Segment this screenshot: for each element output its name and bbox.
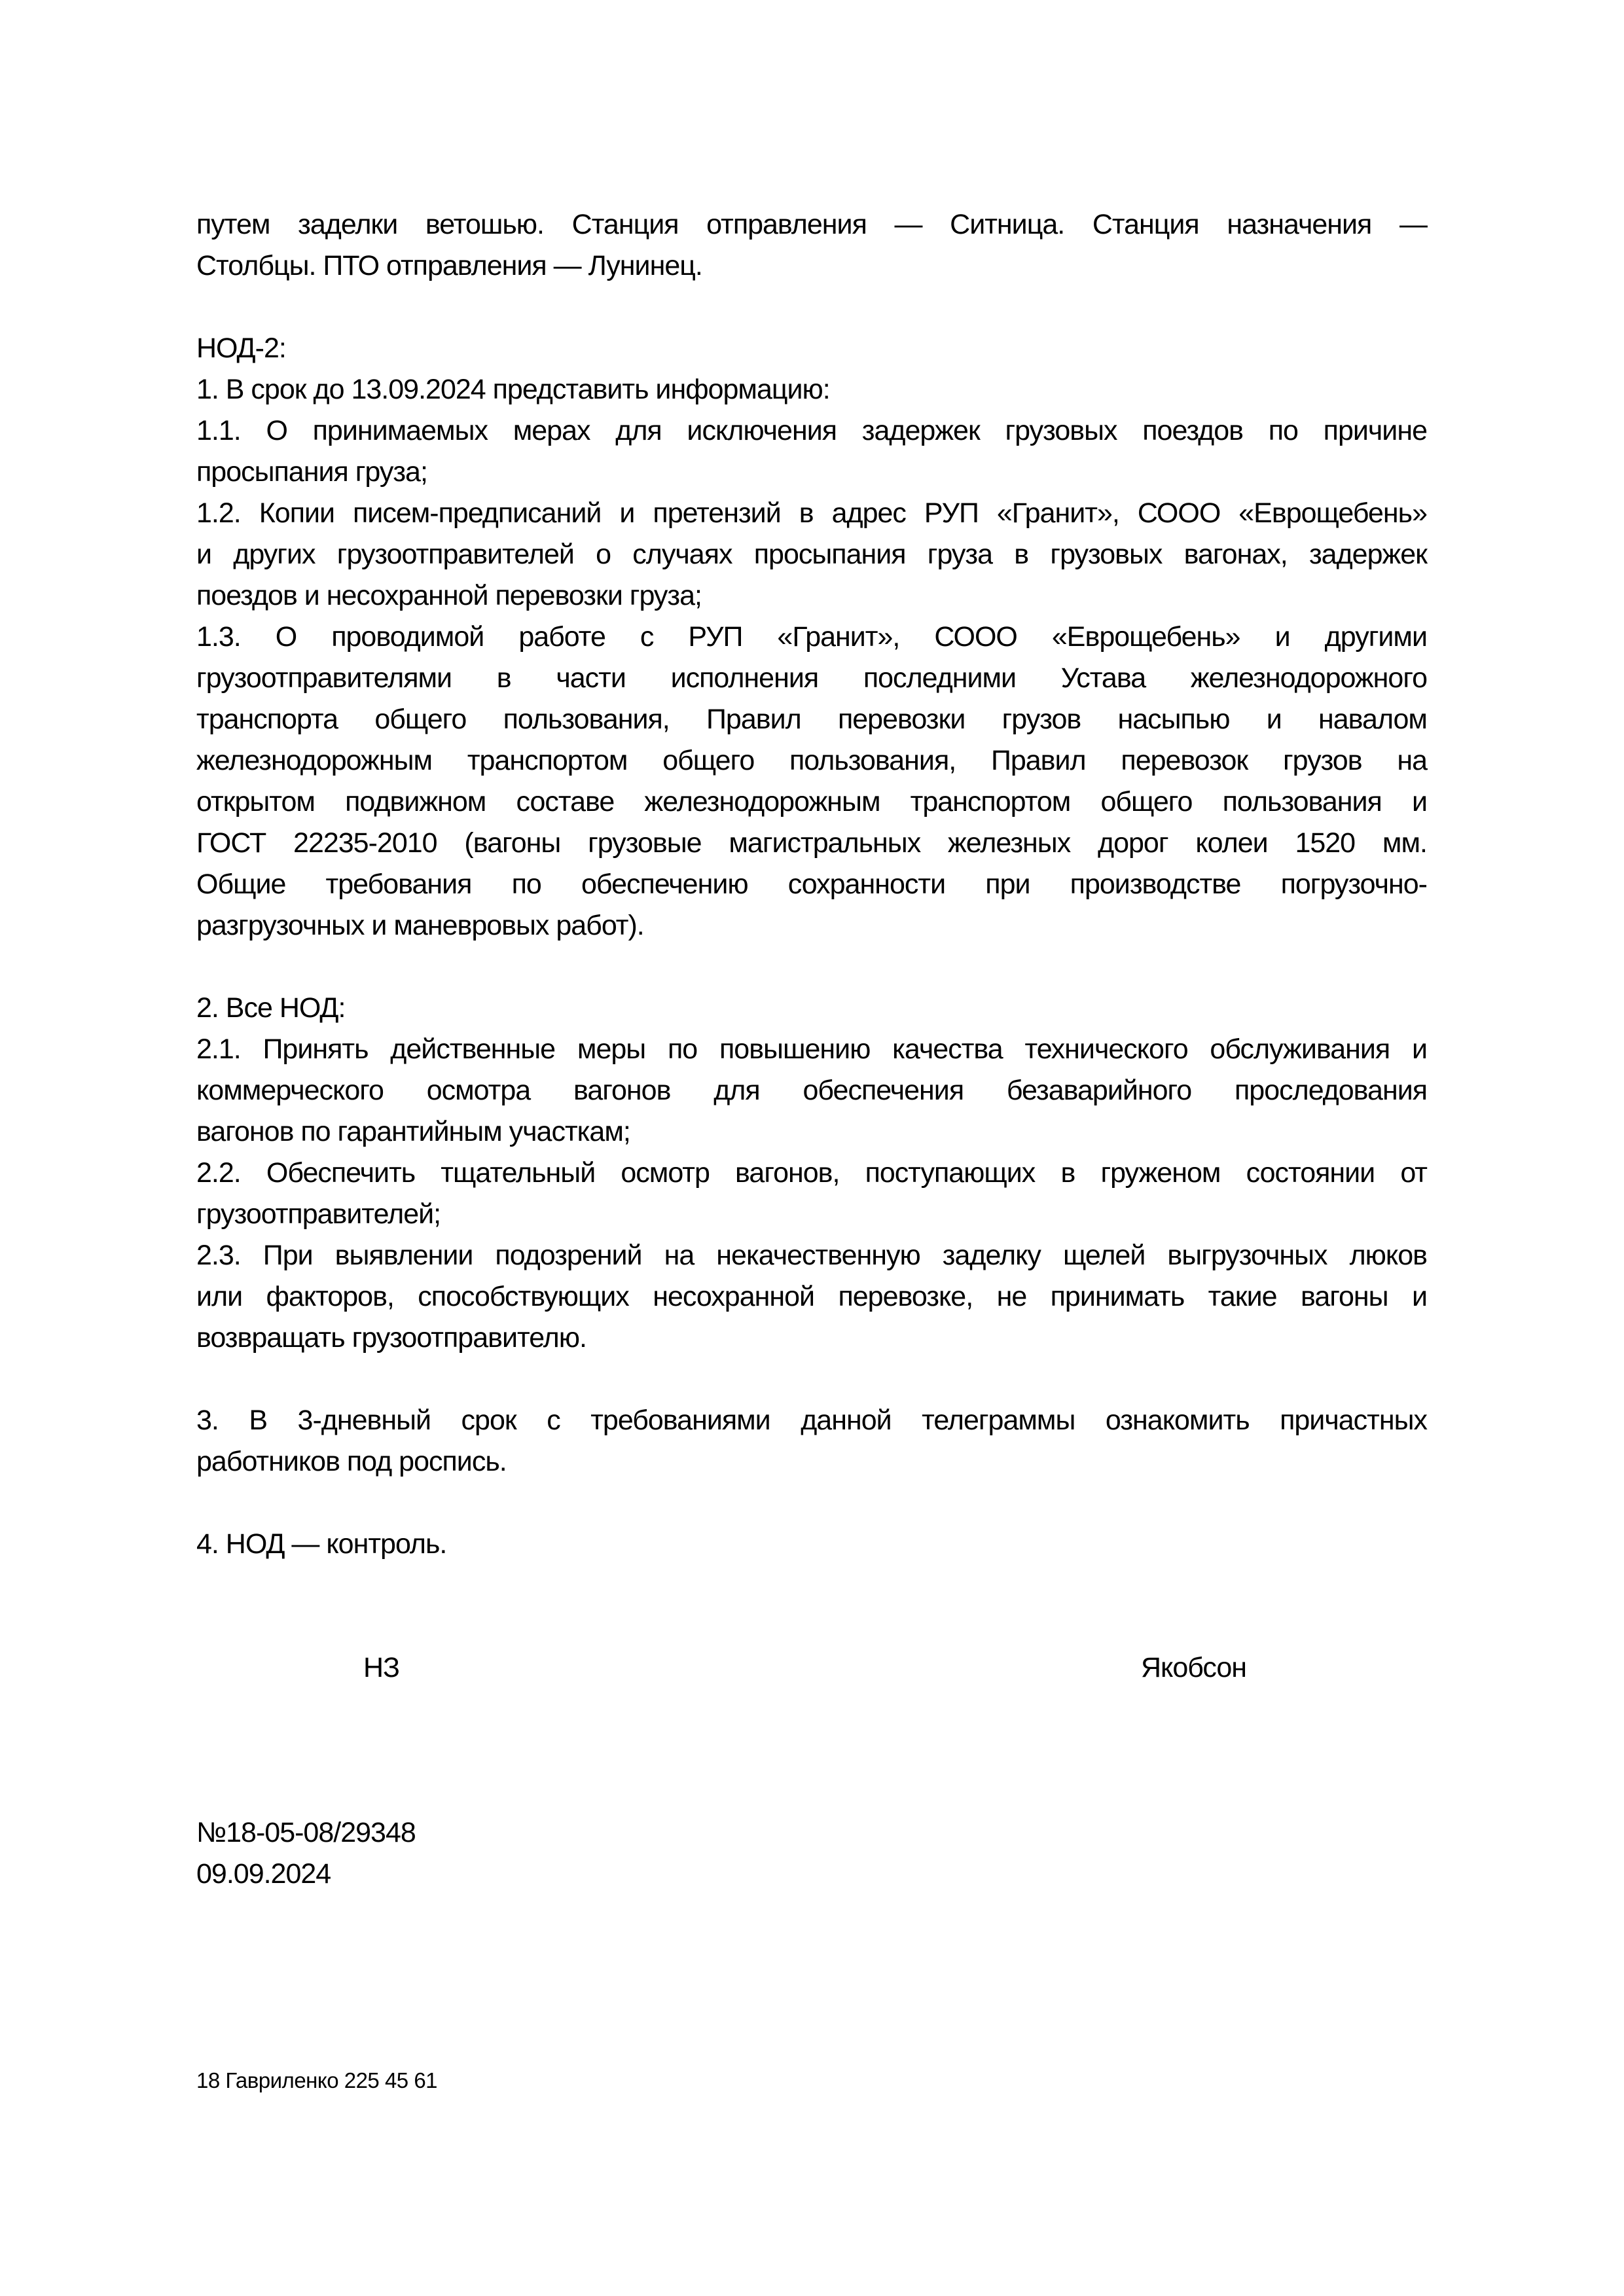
signature-name: Якобсон xyxy=(1141,1652,1247,1683)
text-line: или факторов, способствующих несохранной перевозке, не принимать такие вагоны и xyxy=(196,1281,1427,1312)
text-line: путем заделки ветошью. Станция отправления — Ситница. Станция назначения — xyxy=(196,209,1427,240)
text-line: железнодорожным транспортом общего пользования, Правил перевозок грузов на xyxy=(196,745,1427,776)
text-line: 18 Гавриленко 225 45 61 xyxy=(196,2068,438,2092)
text-line: Общие требования по обеспечению сохранности при производстве погрузочно- xyxy=(196,869,1427,900)
text-line: ГОСТ 22235-2010 (вагоны грузовые магистральных железных дорог колеи 1520 мм. xyxy=(196,827,1427,859)
order-item-1-2 xyxy=(196,493,1427,617)
order-item-3 xyxy=(196,1400,1427,1482)
text-line: просыпания груза; xyxy=(196,456,427,488)
intro-paragraph xyxy=(196,204,1427,287)
text-line: поездов и несохранной перевозки груза; xyxy=(196,580,702,611)
text-line: транспорта общего пользования, Правил перевозки грузов насыпью и навалом xyxy=(196,704,1427,735)
text-line: возвращать грузоотправителю. xyxy=(196,1322,586,1354)
document-number xyxy=(196,1812,1427,1854)
text-line: 1.3. О проводимой работе с РУП «Гранит», СООО «Еврощебень» и другими xyxy=(196,621,1427,653)
signature-role: НЗ xyxy=(363,1652,400,1683)
text-line: №18-05-08/29348 xyxy=(196,1817,416,1848)
order-item-1-1 xyxy=(196,410,1427,493)
order-item-4 xyxy=(196,1524,1427,1565)
text-line: и других грузоотправителей о случаях просыпания груза в грузовых вагонах, задержек xyxy=(196,539,1427,570)
text-line: 2.2. Обеспечить тщательный осмотр вагонов, поступающих в груженом состоянии от xyxy=(196,1157,1427,1189)
text-line: 2. Все НОД: xyxy=(196,992,346,1024)
text-line: вагонов по гарантийным участкам; xyxy=(196,1116,630,1147)
text-line: грузоотправителями в части исполнения последними Устава железнодорожного xyxy=(196,662,1427,694)
nod2-header xyxy=(196,328,1427,369)
text-line: открытом подвижном составе железнодорожным транспортом общего пользования и xyxy=(196,786,1427,817)
document-date xyxy=(196,1854,1427,1895)
text-line: НОД-2: xyxy=(196,332,286,364)
order-item-2-2 xyxy=(196,1153,1427,1235)
text-line: Столбцы. ПТО отправления — Лунинец. xyxy=(196,250,702,281)
text-line: 4. НОД — контроль. xyxy=(196,1528,447,1560)
text-line: 3. В 3-дневный срок с требованиями данной телеграммы ознакомить причастных xyxy=(196,1405,1427,1436)
text-line: 2.1. Принять действенные меры по повышению качества технического обслуживания и xyxy=(196,1033,1427,1065)
text-line: коммерческого осмотра вагонов для обеспечения безаварийного проследования xyxy=(196,1075,1427,1106)
text-line: 2.3. При выявлении подозрений на некачественную заделку щелей выгрузочных люков xyxy=(196,1240,1427,1271)
signature-row xyxy=(196,1647,1427,1689)
text-line: 1.2. Копии писем-предписаний и претензий в адрес РУП «Гранит», СООО «Еврощебень» xyxy=(196,497,1427,529)
text-line: работников под роспись. xyxy=(196,1446,507,1477)
order-item-1 xyxy=(196,369,1427,410)
text-line: 09.09.2024 xyxy=(196,1858,331,1890)
order-item-2-3 xyxy=(196,1235,1427,1359)
text-line: 1.1. О принимаемых мерах для исключения задержек грузовых поездов по причине xyxy=(196,415,1427,446)
executor-contact xyxy=(196,2060,1427,2101)
text-line: разгрузочных и маневровых работ). xyxy=(196,910,644,941)
order-item-2-1 xyxy=(196,1029,1427,1153)
all-nod-header xyxy=(196,988,1427,1029)
text-line: 1. В срок до 13.09.2024 представить информацию: xyxy=(196,374,830,405)
text-line: грузоотправителей; xyxy=(196,1198,441,1230)
order-item-1-3 xyxy=(196,617,1427,946)
